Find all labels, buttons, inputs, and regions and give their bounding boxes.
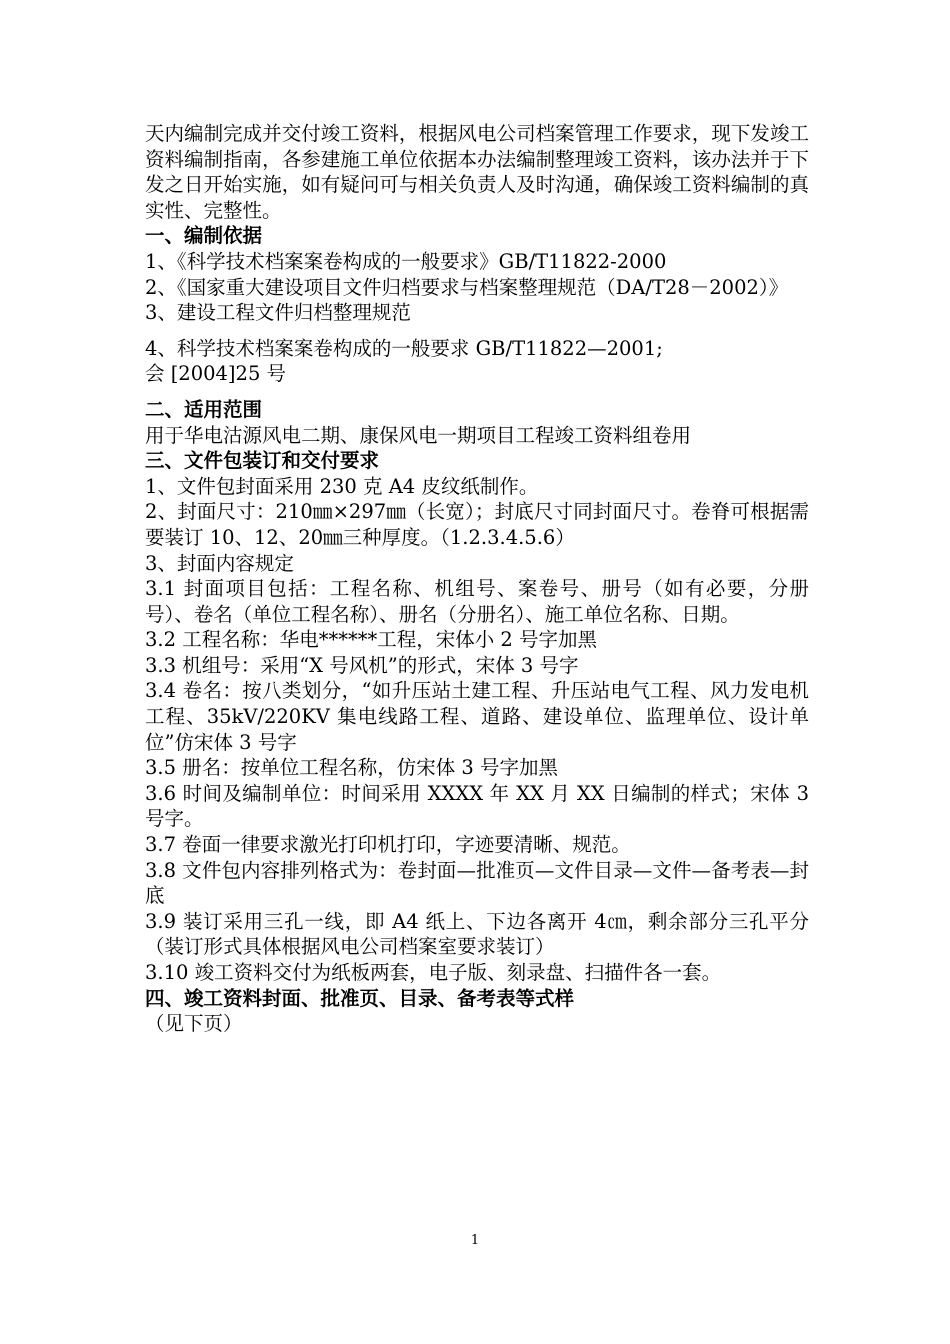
section3-item-3-3: 3.3 机组号：采用“X 号风机”的形式，宋体 3 号字 (145, 653, 579, 677)
page-number: 1 (470, 1233, 480, 1248)
section3-item-2: 2、封面尺寸：210㎜×297㎜（长宽）；封底尺寸同封面尺寸。卷脊可根据需要装订 10、12、20㎜三种厚度。（1.2.3.4.5.6） (145, 500, 809, 549)
section1-heading: 一、编制依据 (145, 224, 263, 248)
section4-heading: 四、竣工资料封面、批准页、目录、备考表等式样 (145, 986, 575, 1010)
section3-item-3: 3、封面内容规定 (145, 551, 294, 575)
section1-item-4: 4、科学技术档案案卷构成的一般要求 GB/T11822—2001; (145, 336, 663, 360)
section1-item-3: 3、建设工程文件归档整理规范 (145, 301, 411, 325)
section3-item-3-9: 3.9 装订采用三孔一线，即 A4 纸上、下边各离开 4㎝，剩余部分三孔平分（装订形式具体根据风电公司档案室要求装订） (145, 909, 809, 959)
section1-item-5: 会 [2004]25 号 (145, 362, 287, 386)
section1-item-2: 2、《国家重大建设项目文件归档要求与档案整理规范（DA/T28－2002）》 (145, 275, 789, 299)
section1-item-1: 1、《科学技术档案案卷构成的一般要求》GB/T11822-2000 (145, 249, 667, 273)
section3-item-3-5: 3.5 册名：按单位工程名称，仿宋体 3 号字加黑 (145, 756, 559, 780)
section3-item-3-6: 3.6 时间及编制单位：时间采用 XXXX 年 XX 月 XX 日编制的样式；宋体 3 号字。 (145, 781, 809, 831)
section3-heading: 三、文件包装订和交付要求 (145, 449, 380, 473)
section2-heading: 二、适用范围 (145, 397, 263, 421)
section2-text: 用于华电沽源风电二期、康保风电一期项目工程竣工资料组卷用 (145, 423, 692, 447)
section3-item-3-1: 3.1 封面项目包括：工程名称、机组号、案卷号、册号（如有必要，分册号）、卷名（单位工程名称）、册名（分册名）、施工单位名称、日期。 (145, 577, 809, 626)
intro-paragraph: 天内编制完成并交付竣工资料，根据风电公司档案管理工作要求，现下发竣工资料编制指南，各参建施工单位依据本办法编制整理竣工资料，该办法并于下发之日开始实施，如有疑问可与相关负责人及时沟通，确保竣工资料编制的真实性、完整性。 (145, 122, 809, 222)
section3-item-3-10: 3.10 竣工资料交付为纸板两套，电子版、刻录盘、扫描件各一套。 (145, 961, 722, 984)
document-body (145, 121, 809, 1037)
section4-text: （见下页） (145, 1012, 243, 1036)
section3-item-3-7: 3.7 卷面一律要求激光打印机打印，字迹要清晰、规范。 (145, 833, 631, 857)
section3-item-3-2: 3.2 工程名称：华电******工程，宋体小 2 号字加黑 (145, 628, 598, 652)
section3-item-1: 1、文件包封面采用 230 克 A4 皮纹纸制作。 (145, 474, 539, 498)
section3-item-3-8: 3.8 文件包内容排列格式为：卷封面—批准页—文件目录—文件—备考表—封底 (145, 858, 809, 908)
section3-item-3-4: 3.4 卷名：按八类划分，“如升压站土建工程、升压站电气工程、风力发电机工程、35kV/220KV 集电线路工程、道路、建设单位、监理单位、设计单位”仿宋体 3 号字 (145, 679, 809, 754)
